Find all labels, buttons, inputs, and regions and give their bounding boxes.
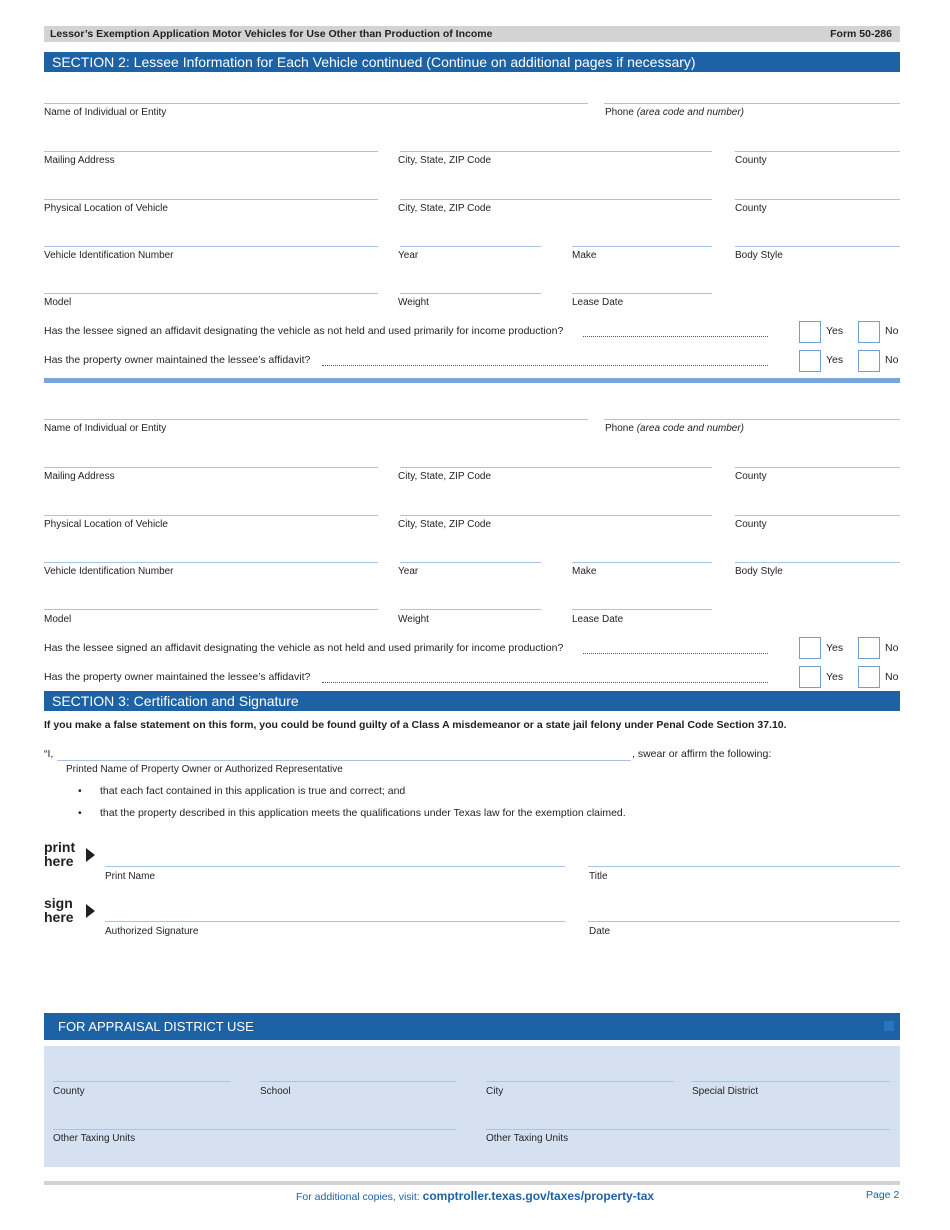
certification-bullet-2: that the property described in this application meets the qualifications under Texas law for the exemption claimed.	[100, 807, 626, 819]
weight-field[interactable]	[400, 609, 541, 610]
arrow-right-icon	[86, 848, 95, 862]
affidavit-yes-checkbox[interactable]	[799, 321, 821, 343]
no-label: No	[885, 671, 899, 683]
phone-field[interactable]	[604, 103, 900, 104]
footer-prefix: For additional copies, visit:	[296, 1191, 423, 1203]
leader-dots	[583, 327, 768, 337]
year-label: Year	[398, 250, 419, 261]
model-field[interactable]	[44, 609, 378, 610]
appraisal-other-units-field-2[interactable]	[486, 1129, 890, 1130]
city-label: City, State, ZIP Code	[398, 155, 492, 166]
mailing-label: Mailing Address	[44, 155, 115, 166]
form-number: Form 50-286	[830, 28, 892, 40]
no-label: No	[885, 642, 899, 654]
mailing-address-field[interactable]	[44, 151, 378, 152]
leader-dots	[583, 644, 768, 654]
affidavit-question: Has the lessee signed an affidavit designating the vehicle as not held and used primarily for income production?	[44, 642, 564, 654]
maintained-no-checkbox[interactable]	[858, 350, 880, 372]
lease-date-label: Lease Date	[572, 297, 624, 308]
signature-label: Authorized Signature	[105, 926, 199, 937]
model-label: Model	[44, 614, 72, 625]
leader-dots	[322, 673, 768, 683]
here-word: here	[44, 853, 74, 869]
county-label: County	[735, 471, 767, 482]
section-2-heading: SECTION 2: Lessee Information for Each Vehicle continued (Continue on additional pages if necessary)	[44, 52, 900, 72]
vin-field[interactable]	[44, 246, 378, 247]
bullet-marker: •	[78, 807, 82, 819]
affidavit-question: Has the lessee signed an affidavit designating the vehicle as not held and used primarily for income production?	[44, 325, 564, 337]
print-word: print	[44, 839, 76, 855]
bullet-marker: •	[78, 785, 82, 797]
appraisal-city-label: City	[486, 1086, 504, 1097]
mailing-address-field[interactable]	[44, 467, 378, 468]
model-label: Model	[44, 297, 72, 308]
footer-copies	[296, 1189, 654, 1203]
yes-label: Yes	[826, 671, 844, 683]
physical-county-field[interactable]	[735, 515, 900, 516]
name-label: Name of Individual or Entity	[44, 423, 167, 434]
appraisal-school-label: School	[260, 1086, 291, 1097]
print-name-field[interactable]	[105, 866, 565, 867]
appraisal-special-district-label: Special District	[692, 1086, 759, 1097]
make-field[interactable]	[572, 562, 712, 563]
vin-label: Vehicle Identification Number	[44, 250, 174, 261]
title-field[interactable]	[588, 866, 900, 867]
title-label: Title	[589, 871, 608, 882]
certification-bullet-1: that each fact contained in this application is true and correct; and	[100, 785, 406, 797]
vin-field[interactable]	[44, 562, 378, 563]
mailing-city-field[interactable]	[400, 467, 712, 468]
make-field[interactable]	[572, 246, 712, 247]
county-label: County	[735, 155, 767, 166]
sign-here-marker	[44, 896, 74, 924]
swear-suffix: , swear or affirm the following:	[632, 748, 772, 760]
phone-field[interactable]	[604, 419, 900, 420]
phone-label: Phone (area code and number)	[605, 107, 744, 118]
leader-dots	[322, 356, 768, 366]
phone-label: Phone (area code and number)	[605, 423, 744, 434]
make-label: Make	[572, 566, 597, 577]
appraisal-school-field[interactable]	[260, 1081, 456, 1082]
physical-label: Physical Location of Vehicle	[44, 203, 168, 214]
year-field[interactable]	[400, 246, 541, 247]
year-field[interactable]	[400, 562, 541, 563]
swear-prefix: “I,	[44, 748, 54, 760]
print-here-marker	[44, 840, 75, 868]
owner-name-field[interactable]	[57, 760, 631, 761]
body-style-field[interactable]	[735, 246, 900, 247]
lease-date-field[interactable]	[572, 293, 712, 294]
maintained-question: Has the property owner maintained the lessee’s affidavit?	[44, 354, 311, 366]
weight-label: Weight	[398, 297, 429, 308]
maintained-no-checkbox[interactable]	[858, 666, 880, 688]
here-word: here	[44, 909, 74, 925]
mailing-label: Mailing Address	[44, 471, 115, 482]
physical-location-field[interactable]	[44, 199, 378, 200]
city-label: City, State, ZIP Code	[398, 519, 492, 530]
body-style-field[interactable]	[735, 562, 900, 563]
city-label: City, State, ZIP Code	[398, 471, 492, 482]
appraisal-district-heading	[44, 1013, 900, 1040]
lease-date-label: Lease Date	[572, 614, 624, 625]
maintained-yes-checkbox[interactable]	[799, 666, 821, 688]
appraisal-other-units-label-1: Other Taxing Units	[53, 1133, 136, 1144]
sign-word: sign	[44, 895, 73, 911]
footer-rule	[44, 1181, 900, 1185]
make-label: Make	[572, 250, 597, 261]
lease-date-field[interactable]	[572, 609, 712, 610]
city-label: City, State, ZIP Code	[398, 203, 492, 214]
physical-county-field[interactable]	[735, 199, 900, 200]
county-label: County	[735, 519, 767, 530]
block-divider	[44, 378, 900, 383]
appraisal-special-district-field[interactable]	[692, 1081, 890, 1082]
penalty-warning: If you make a false statement on this form, you could be found guilty of a Class A misdemeanor or a state jail felony under Penal Code Section 37.10.	[44, 719, 787, 731]
signature-field[interactable]	[105, 921, 565, 922]
maintained-question: Has the property owner maintained the lessee’s affidavit?	[44, 671, 311, 683]
body-style-label: Body Style	[735, 250, 783, 261]
form-header-bar	[44, 26, 900, 42]
date-field[interactable]	[588, 921, 900, 922]
appraisal-city-field[interactable]	[486, 1081, 674, 1082]
physical-city-field[interactable]	[400, 515, 712, 516]
appraisal-county-label: County	[53, 1086, 85, 1097]
yes-label: Yes	[826, 325, 844, 337]
physical-label: Physical Location of Vehicle	[44, 519, 168, 530]
mailing-county-field[interactable]	[735, 467, 900, 468]
affidavit-no-checkbox[interactable]	[858, 321, 880, 343]
page-number: Page 2	[866, 1189, 900, 1201]
appraisal-county-field[interactable]	[53, 1081, 230, 1082]
county-label: County	[735, 203, 767, 214]
mailing-city-field[interactable]	[400, 151, 712, 152]
footer-link[interactable]: comptroller.texas.gov/taxes/property-tax	[422, 1189, 655, 1203]
model-field[interactable]	[44, 293, 378, 294]
date-label: Date	[589, 926, 611, 937]
affidavit-yes-checkbox[interactable]	[799, 637, 821, 659]
name-field[interactable]	[44, 419, 588, 420]
appraisal-other-units-field-1[interactable]	[53, 1129, 456, 1130]
corner-decoration	[884, 1021, 894, 1031]
yes-label: Yes	[826, 354, 844, 366]
arrow-right-icon	[86, 904, 95, 918]
physical-location-field[interactable]	[44, 515, 378, 516]
no-label: No	[885, 354, 899, 366]
year-label: Year	[398, 566, 419, 577]
no-label: No	[885, 325, 899, 337]
maintained-yes-checkbox[interactable]	[799, 350, 821, 372]
weight-field[interactable]	[400, 293, 541, 294]
appraisal-district-panel	[44, 1046, 900, 1167]
weight-label: Weight	[398, 614, 429, 625]
affidavit-no-checkbox[interactable]	[858, 637, 880, 659]
section-3-heading: SECTION 3: Certification and Signature	[44, 691, 900, 711]
body-style-label: Body Style	[735, 566, 783, 577]
print-name-label: Print Name	[105, 871, 156, 882]
vin-label: Vehicle Identification Number	[44, 566, 174, 577]
name-label: Name of Individual or Entity	[44, 107, 167, 118]
name-field[interactable]	[44, 103, 588, 104]
form-title: Lessor’s Exemption Application Motor Vehicles for Use Other than Production of Income	[50, 28, 493, 40]
appraisal-title: FOR APPRAISAL DISTRICT USE	[58, 1019, 254, 1034]
yes-label: Yes	[826, 642, 844, 654]
physical-city-field[interactable]	[400, 199, 712, 200]
mailing-county-field[interactable]	[735, 151, 900, 152]
printed-name-label: Printed Name of Property Owner or Authorized Representative	[66, 764, 343, 775]
appraisal-other-units-label-2: Other Taxing Units	[486, 1133, 569, 1144]
